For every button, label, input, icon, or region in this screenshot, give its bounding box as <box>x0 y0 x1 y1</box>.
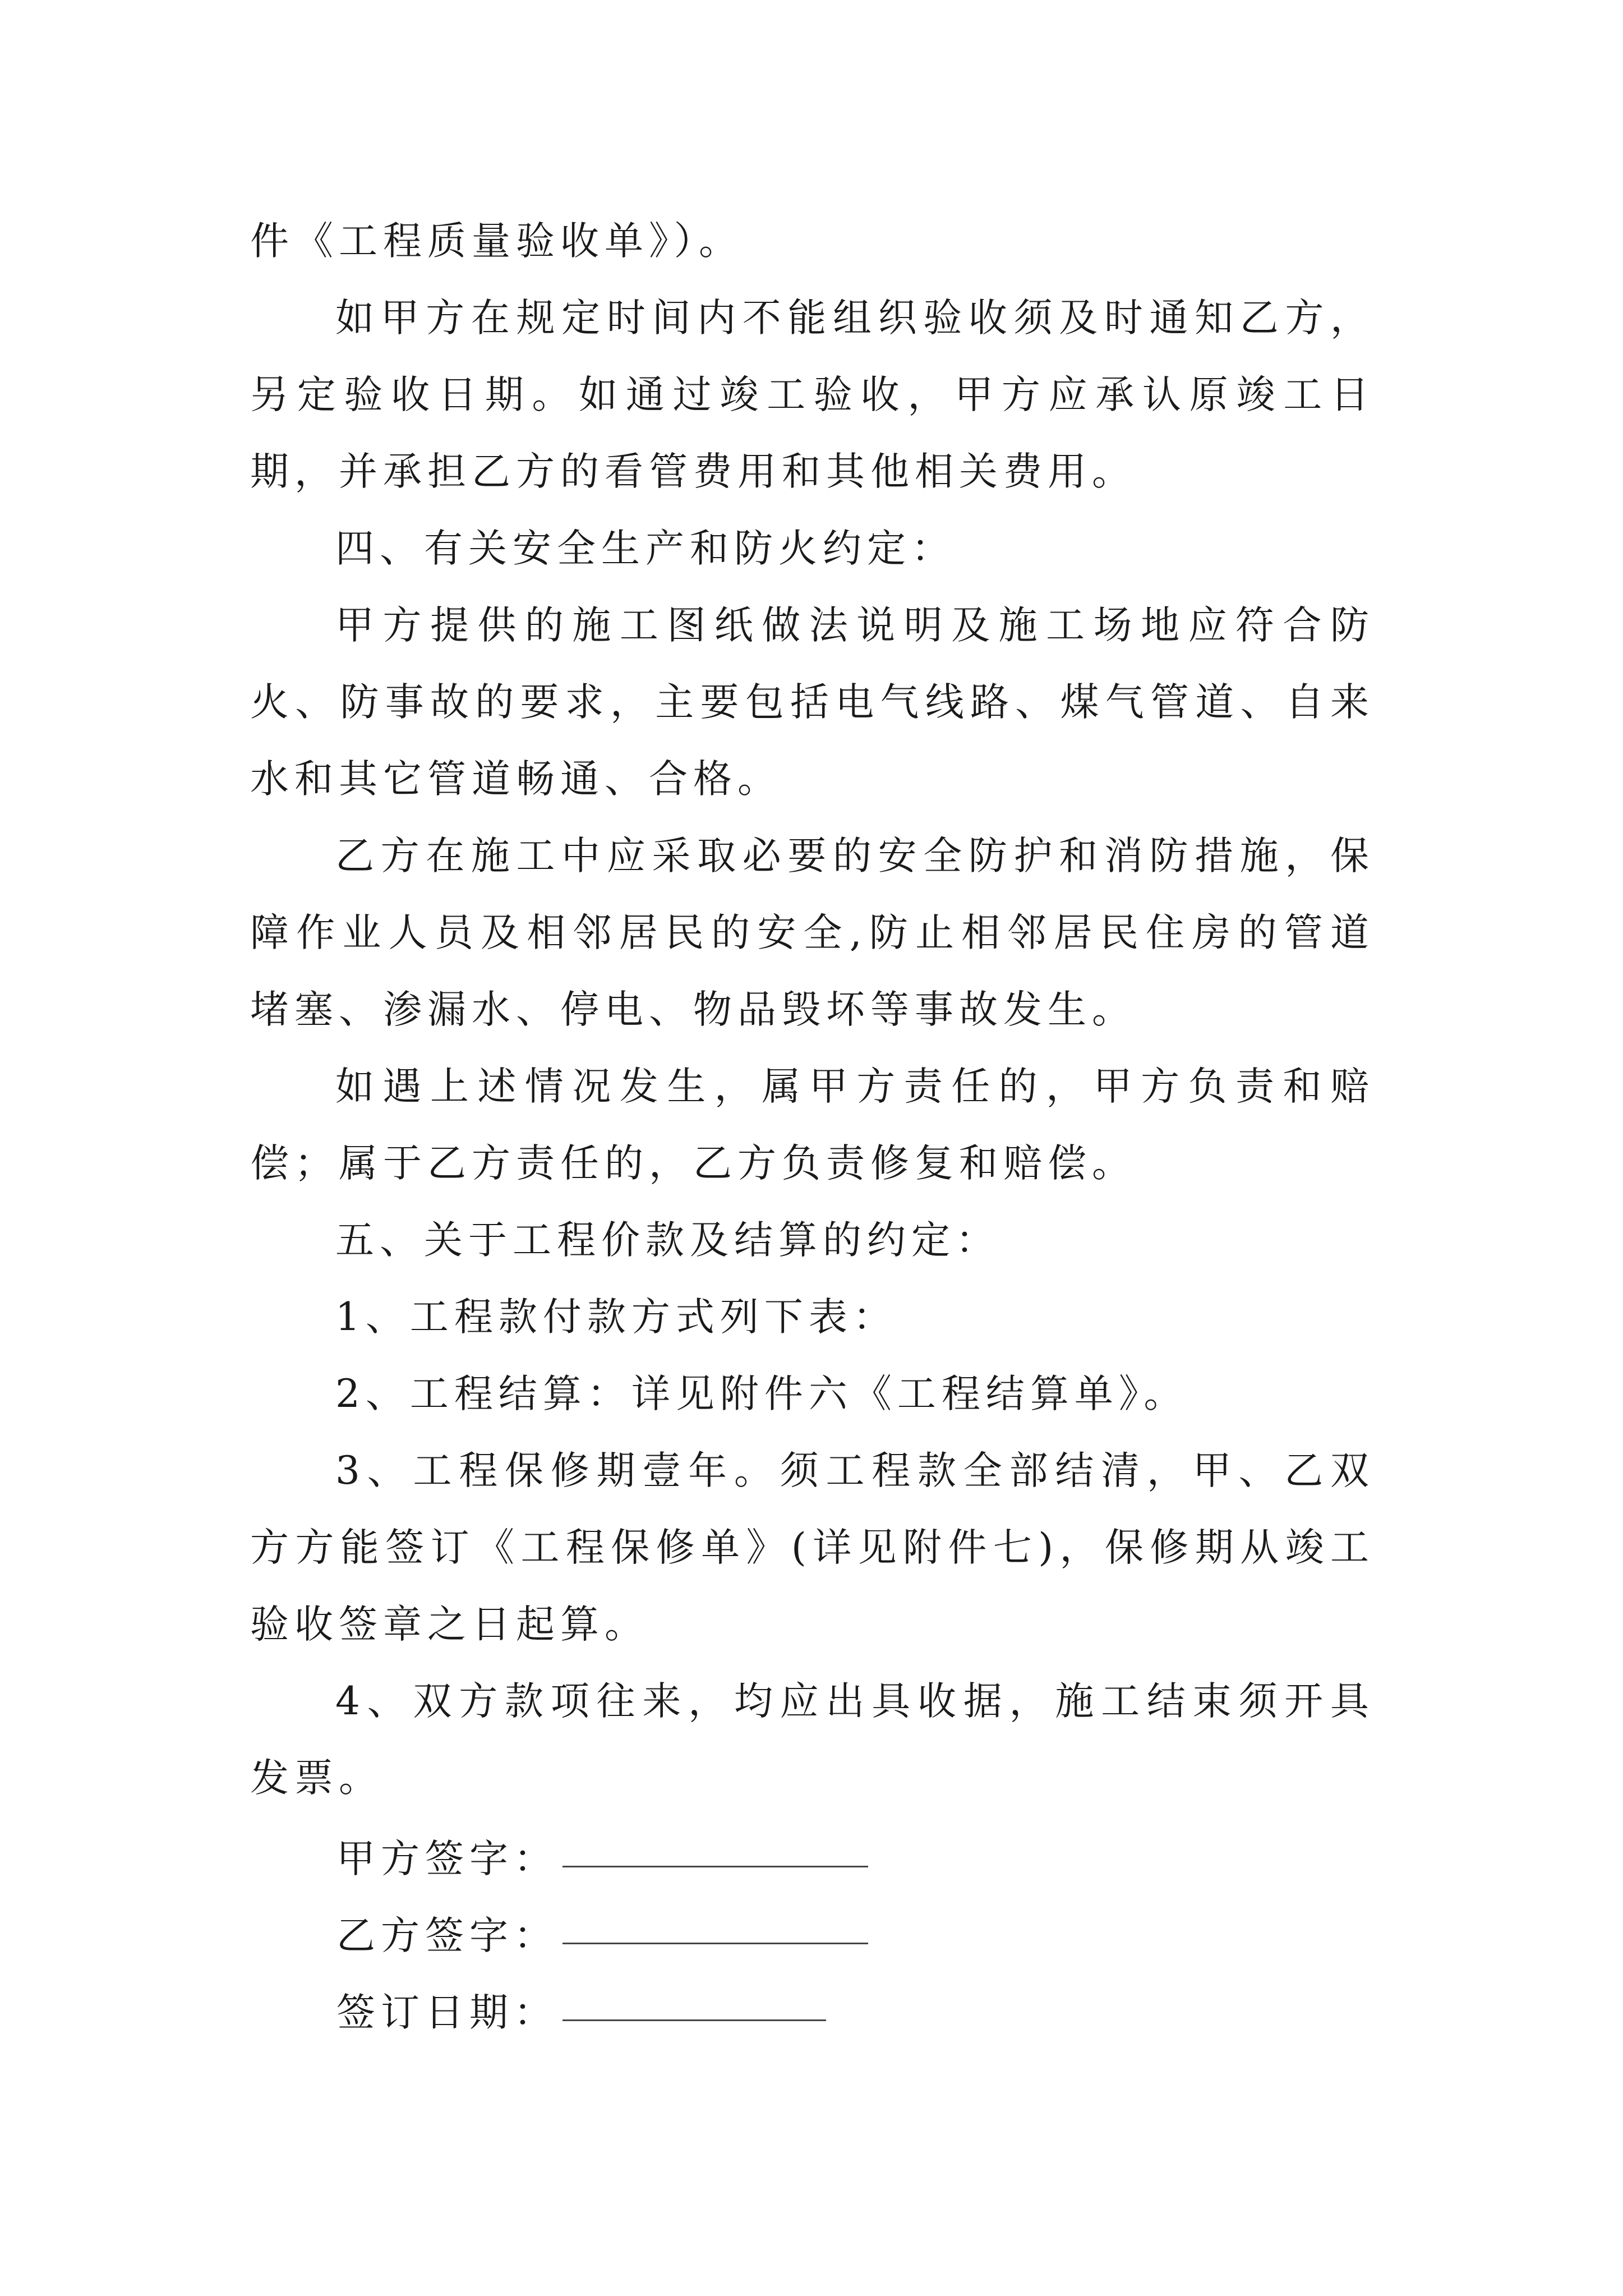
paragraph-party-b-safety: 乙方在施工中应采取必要的安全防护和消防措施，保障作业人员及相邻居民的安全,防止相邻居民住房的管道堵塞、渗漏水、停电、物品毁坏等事故发生。 <box>250 834 1375 1032</box>
section-heading-safety: 四、有关安全生产和防火约定： <box>335 526 956 571</box>
signature-line-date <box>562 2019 826 2021</box>
clause-warranty: 3、工程保修期壹年。须工程款全部结清，甲、乙双方方能签订《工程保修单》(详见附件七)，保修期从竣工验收签章之日起算。 <box>250 1448 1375 1647</box>
signature-block <box>336 1806 1122 2037</box>
signature-row-date <box>336 1960 1122 2037</box>
signature-label-party-a: 甲方签字： <box>336 1837 558 1881</box>
document-body <box>250 203 1375 1817</box>
section-heading-payment: 五、关于工程价款及结算的约定： <box>335 1218 1000 1263</box>
signature-row-party-b <box>336 1883 1122 1960</box>
paragraph-liability: 如遇上述情况发生，属甲方责任的，甲方负责和赔偿；属于乙方责任的，乙方负责修复和赔偿。 <box>250 1064 1375 1186</box>
paragraph-party-a-fire-safety: 甲方提供的施工图纸做法说明及施工场地应符合防火、防事故的要求，主要包括电气线路、煤气管道、自来水和其它管道畅通、合格。 <box>250 603 1375 802</box>
signature-line-party-b <box>562 1942 868 1944</box>
paragraph-acceptance-delay: 如甲方在规定时间内不能组织验收须及时通知乙方，另定验收日期。如通过竣工验收，甲方应承认原竣工日期，并承担乙方的看管费用和其他相关费用。 <box>250 296 1375 494</box>
clause-payment-method: 1、工程款付款方式列下表： <box>335 1295 897 1340</box>
signature-line-party-a <box>562 1865 868 1867</box>
signature-label-party-b: 乙方签字： <box>336 1913 558 1958</box>
clause-settlement: 2、工程结算：详见附件六《工程结算单》。 <box>335 1372 1188 1416</box>
clause-receipts-invoice: 4、双方款项往来，均应出具收据，施工结束须开具发票。 <box>250 1679 1375 1801</box>
paragraph-continuation: 件《工程质量验收单》）。 <box>250 219 743 264</box>
signature-label-date: 签订日期： <box>336 1990 558 2035</box>
signature-row-party-a <box>336 1806 1122 1883</box>
